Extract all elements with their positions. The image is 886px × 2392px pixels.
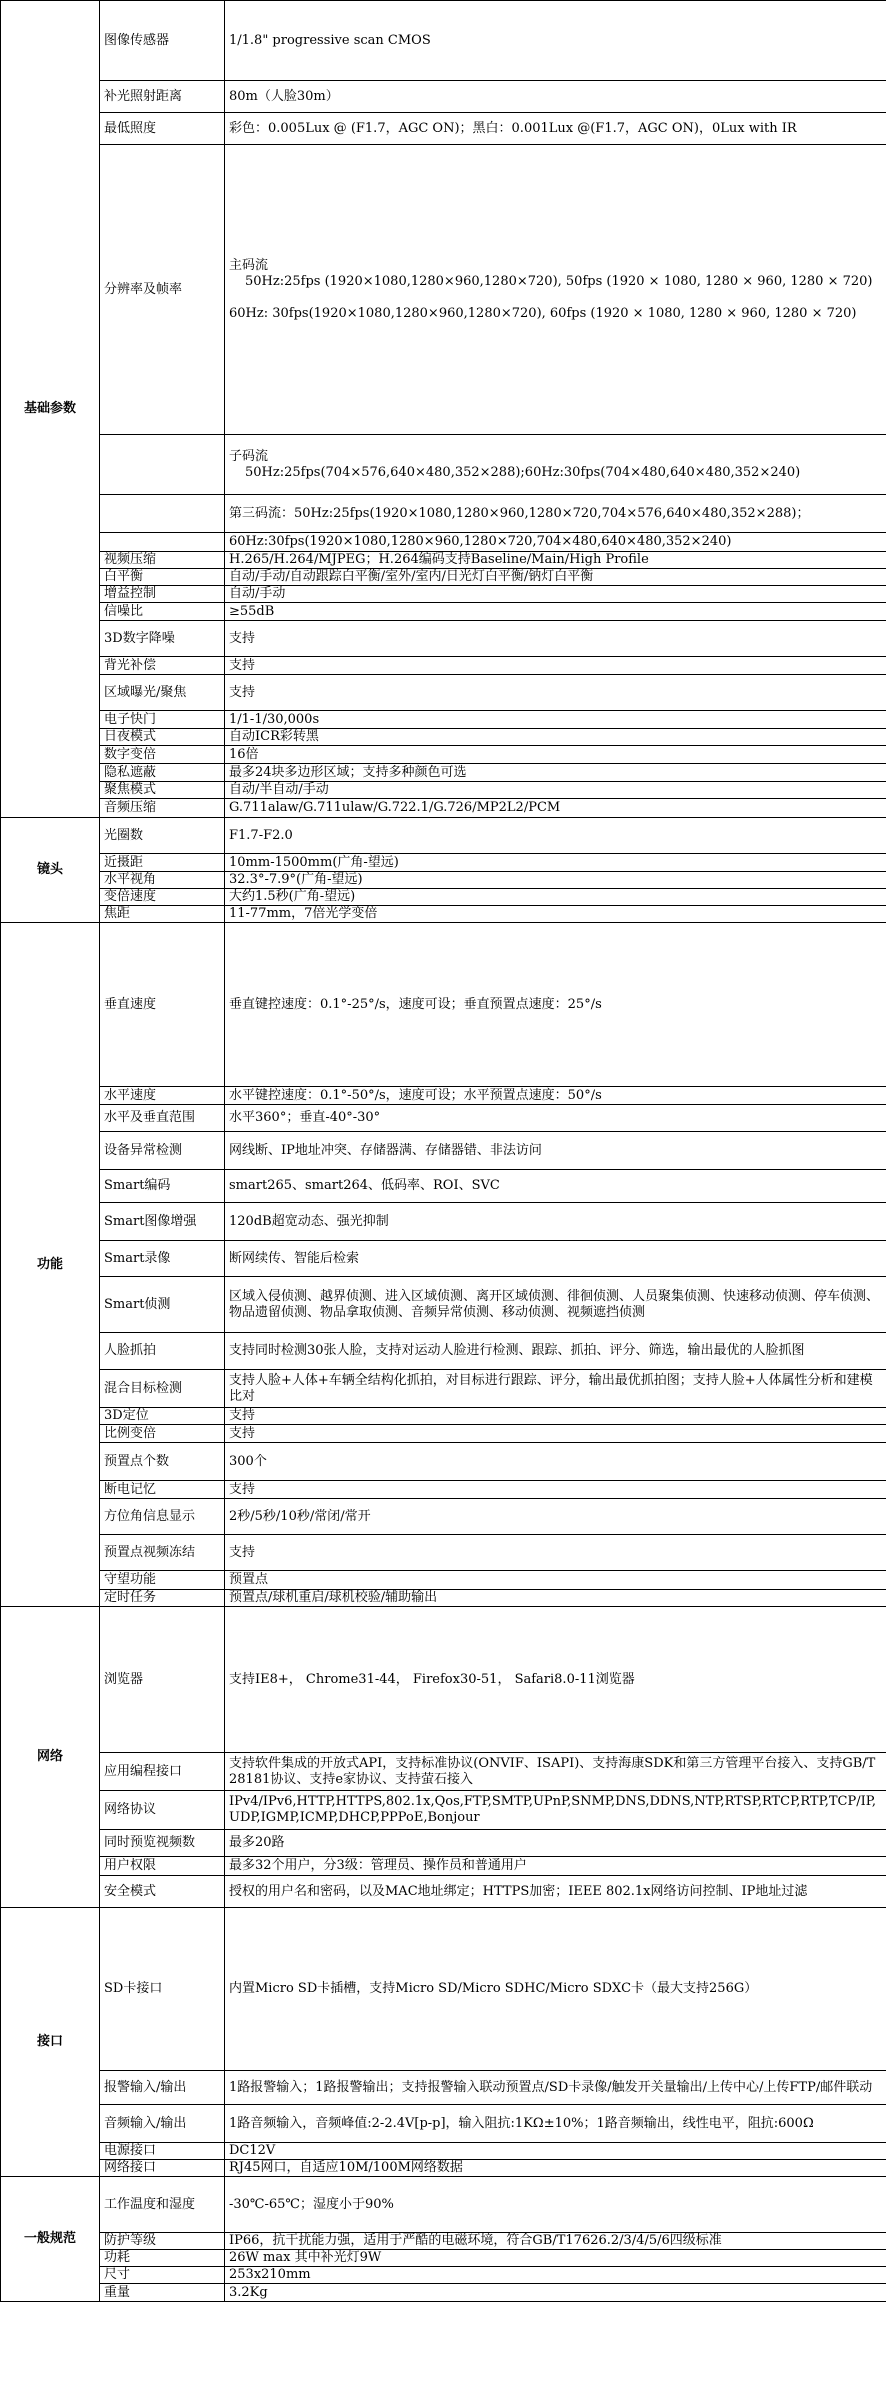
spec-row	[1, 711, 886, 729]
spec-row	[1, 923, 886, 1087]
param-value: 支持软件集成的开放式API，支持标准协议(ONVIF、ISAPI)、支持海康SDK和第三方管理平台接入、支持GB/T28181协议、支持e家协议、支持萤石接入	[225, 1753, 886, 1791]
spec-row	[1, 799, 886, 818]
param-name: 信噪比	[100, 603, 225, 621]
param-name	[100, 495, 225, 533]
param-name: 安全模式	[100, 1876, 225, 1908]
param-name: 定时任务	[100, 1590, 225, 1607]
param-value: RJ45网口，自适应10M/100M网络数据	[225, 2160, 886, 2177]
spec-row	[1, 2267, 886, 2284]
spec-row	[1, 1876, 886, 1908]
spec-row	[1, 2250, 886, 2267]
spec-row	[1, 1590, 886, 1607]
spec-row	[1, 1241, 886, 1277]
param-value: 32.3°-7.9°(广角-望远)	[225, 872, 886, 889]
spec-row	[1, 2160, 886, 2177]
spec-row	[1, 1857, 886, 1876]
param-name: 尺寸	[100, 2267, 225, 2284]
param-name: 增益控制	[100, 586, 225, 603]
param-value: 自动/半自动/手动	[225, 782, 886, 799]
section-category: 基础参数	[1, 1, 100, 818]
param-name: 白平衡	[100, 569, 225, 586]
param-value: 支持	[225, 1535, 886, 1571]
param-name: 工作温度和湿度	[100, 2177, 225, 2233]
param-name: 补光照射距离	[100, 81, 225, 113]
param-value: 1/1.8" progressive scan CMOS	[225, 1, 886, 81]
spec-row	[1, 2105, 886, 2143]
spec-row	[1, 729, 886, 746]
spec-row	[1, 1499, 886, 1535]
param-value: 第三码流：50Hz:25fps(1920×1080,1280×960,1280×720,704×576,640×480,352×288)；	[225, 495, 886, 533]
param-value-line: 50Hz:25fps(704×576,640×480,352×288);60Hz:30fps(704×480,640×480,352×240)	[245, 464, 801, 480]
param-name: 人脸抓拍	[100, 1333, 225, 1370]
spec-row	[1, 1571, 886, 1590]
param-name: 守望功能	[100, 1571, 225, 1590]
spec-row	[1, 818, 886, 854]
param-value: 80m（人脸30m）	[225, 81, 886, 113]
param-value: 26W max 其中补光灯9W	[225, 2250, 886, 2267]
param-name: 电子快门	[100, 711, 225, 729]
spec-row	[1, 586, 886, 603]
spec-row	[1, 906, 886, 923]
param-name: 日夜模式	[100, 729, 225, 746]
param-name: 变倍速度	[100, 889, 225, 906]
param-name: 断电记忆	[100, 1481, 225, 1499]
spec-row	[1, 1277, 886, 1333]
param-name: 重量	[100, 2284, 225, 2302]
param-value: 1/1-1/30,000s	[225, 711, 886, 729]
param-name: 背光补偿	[100, 657, 225, 675]
spec-row	[1, 782, 886, 799]
spec-row	[1, 552, 886, 569]
spec-row	[1, 657, 886, 675]
spec-row	[1, 675, 886, 711]
section-category: 一般规范	[1, 2177, 100, 2302]
param-name: 预置点个数	[100, 1443, 225, 1481]
param-name: 比例变倍	[100, 1425, 225, 1443]
param-value-line: 主码流	[229, 257, 269, 273]
param-value: 断网续传、智能后检索	[225, 1241, 886, 1277]
param-value: DC12V	[225, 2143, 886, 2160]
spec-row	[1, 1908, 886, 2071]
param-value: 支持	[225, 675, 886, 711]
param-value: 区域入侵侦测、越界侦测、进入区域侦测、离开区域侦测、徘徊侦测、人员聚集侦测、快速移动侦测、停车侦测、物品遗留侦测、物品拿取侦测、音频异常侦测、移动侦测、视频遮挡侦测	[225, 1277, 886, 1333]
spec-row	[1, 1830, 886, 1857]
param-value: 垂直键控速度：0.1°-25°/s，速度可设；垂直预置点速度：25°/s	[225, 923, 886, 1087]
param-name: 聚焦模式	[100, 782, 225, 799]
param-name: 功耗	[100, 2250, 225, 2267]
param-name: 图像传感器	[100, 1, 225, 81]
spec-row	[1, 2284, 886, 2302]
spec-row	[1, 2071, 886, 2105]
spec-row	[1, 113, 886, 145]
spec-table-body	[1, 1, 886, 2302]
section-category: 镜头	[1, 818, 100, 923]
param-value: 支持	[225, 621, 886, 657]
param-name: 网络接口	[100, 2160, 225, 2177]
param-value: -30℃-65℃；湿度小于90%	[225, 2177, 886, 2233]
param-name: 音频压缩	[100, 799, 225, 818]
param-name: 混合目标检测	[100, 1370, 225, 1408]
param-name: 音频输入/输出	[100, 2105, 225, 2143]
param-value: 3.2Kg	[225, 2284, 886, 2302]
spec-row	[1, 854, 886, 872]
param-value: 水平360°；垂直-40°-30°	[225, 1105, 886, 1132]
param-value-line: 50Hz:25fps (1920×1080,1280×960,1280×720), 50fps (1920 × 1080, 1280 × 960, 1280 × 720)	[245, 273, 873, 289]
spec-row	[1, 746, 886, 764]
param-value: 支持IE8+， Chrome31-44， Firefox30-51， Safari8.0-11浏览器	[225, 1607, 886, 1753]
param-name: 近摄距	[100, 854, 225, 872]
param-value: 16倍	[225, 746, 886, 764]
param-name: 电源接口	[100, 2143, 225, 2160]
param-value-line: 60Hz: 30fps(1920×1080,1280×960,1280×720), 60fps (1920 × 1080, 1280 × 960, 1280 × 720)	[229, 305, 857, 321]
param-name: 防护等级	[100, 2233, 225, 2250]
spec-row	[1, 569, 886, 586]
param-value: 授权的用户名和密码，以及MAC地址绑定；HTTPS加密；IEEE 802.1x网络访问控制、IP地址过滤	[225, 1876, 886, 1908]
param-name: 方位角信息显示	[100, 1499, 225, 1535]
param-value: 支持	[225, 1408, 886, 1425]
param-value: 内置Micro SD卡插槽，支持Micro SD/Micro SDHC/Micro SDXC卡（最大支持256G）	[225, 1908, 886, 2071]
param-value: smart265、smart264、低码率、ROI、SVC	[225, 1170, 886, 1203]
param-name: 光圈数	[100, 818, 225, 854]
param-value: IPv4/IPv6,HTTP,HTTPS,802.1x,Qos,FTP,SMTP,UPnP,SNMP,DNS,DDNS,NTP,RTSP,RTCP,RTP,TCP/IP,UDP,IGMP,ICMP,DHCP,PPPoE,Bonjour	[225, 1791, 886, 1830]
param-value: 彩色：0.005Lux @ (F1.7，AGC ON)；黑白：0.001Lux @(F1.7，AGC ON)，0Lux with IR	[225, 113, 886, 145]
spec-row	[1, 1408, 886, 1425]
spec-row	[1, 1170, 886, 1203]
param-name: Smart录像	[100, 1241, 225, 1277]
param-name	[100, 533, 225, 552]
spec-row	[1, 1, 886, 81]
spec-row	[1, 145, 886, 435]
param-value: IP66，抗干扰能力强，适用于严酷的电磁环境，符合GB/T17626.2/3/4/5/6四级标准	[225, 2233, 886, 2250]
spec-row	[1, 764, 886, 782]
param-name: 水平及垂直范围	[100, 1105, 225, 1132]
param-value: 预置点/球机重启/球机校验/辅助输出	[225, 1590, 886, 1607]
param-value: 最多32个用户，分3级：管理员、操作员和普通用户	[225, 1857, 886, 1876]
param-name: 最低照度	[100, 113, 225, 145]
param-value: ≥55dB	[225, 603, 886, 621]
param-value	[225, 145, 886, 435]
spec-row	[1, 1425, 886, 1443]
param-value: 支持	[225, 1425, 886, 1443]
spec-row	[1, 495, 886, 533]
spec-row	[1, 1203, 886, 1241]
spec-row	[1, 2233, 886, 2250]
param-name: Smart侦测	[100, 1277, 225, 1333]
param-name: 水平视角	[100, 872, 225, 889]
param-name: 焦距	[100, 906, 225, 923]
param-value: 网线断、IP地址冲突、存储器满、存储器错、非法访问	[225, 1132, 886, 1170]
param-name: 垂直速度	[100, 923, 225, 1087]
param-value: 自动/手动	[225, 586, 886, 603]
spec-row	[1, 1132, 886, 1170]
param-value: G.711alaw/G.711ulaw/G.722.1/G.726/MP2L2/PCM	[225, 799, 886, 818]
param-name: 数字变倍	[100, 746, 225, 764]
spec-row	[1, 2143, 886, 2160]
section-category: 功能	[1, 923, 100, 1607]
param-value: 支持	[225, 1481, 886, 1499]
param-value: 10mm-1500mm(广角-望远)	[225, 854, 886, 872]
param-name: 3D数字降噪	[100, 621, 225, 657]
param-name: 3D定位	[100, 1408, 225, 1425]
param-name: 隐私遮蔽	[100, 764, 225, 782]
param-value: 253x210mm	[225, 2267, 886, 2284]
param-value: 预置点	[225, 1571, 886, 1590]
param-name: 分辨率及帧率	[100, 145, 225, 435]
param-value: 支持人脸+人体+车辆全结构化抓拍，对目标进行跟踪、评分，输出最优抓拍图；支持人脸+人体属性分析和建模比对	[225, 1370, 886, 1408]
param-value: 支持同时检测30张人脸，支持对运动人脸进行检测、跟踪、抓拍、评分、筛选，输出最优的人脸抓图	[225, 1333, 886, 1370]
param-name: 浏览器	[100, 1607, 225, 1753]
param-value: 最多20路	[225, 1830, 886, 1857]
spec-row	[1, 872, 886, 889]
spec-row	[1, 2177, 886, 2233]
spec-row	[1, 1791, 886, 1830]
param-value: 最多24块多边形区域；支持多种颜色可选	[225, 764, 886, 782]
param-name: Smart编码	[100, 1170, 225, 1203]
param-value: 60Hz:30fps(1920×1080,1280×960,1280×720,704×480,640×480,352×240)	[225, 533, 886, 552]
section-category: 接口	[1, 1908, 100, 2177]
param-value: F1.7-F2.0	[225, 818, 886, 854]
spec-row	[1, 1607, 886, 1753]
section-category: 网络	[1, 1607, 100, 1908]
param-value: 2秒/5秒/10秒/常闭/常开	[225, 1499, 886, 1535]
param-value: 大约1.5秒(广角-望远)	[225, 889, 886, 906]
spec-row	[1, 81, 886, 113]
param-name: 区域曝光/聚焦	[100, 675, 225, 711]
spec-row	[1, 889, 886, 906]
spec-row	[1, 1087, 886, 1105]
spec-row	[1, 1333, 886, 1370]
spec-row	[1, 1481, 886, 1499]
param-value: 水平键控速度：0.1°-50°/s，速度可设；水平预置点速度：50°/s	[225, 1087, 886, 1105]
spec-row	[1, 1443, 886, 1481]
param-value-line: 子码流	[229, 448, 269, 464]
param-value: 1路音频输入，音频峰值:2-2.4V[p-p]，输入阻抗:1KΩ±10%；1路音频输出，线性电平，阻抗:600Ω	[225, 2105, 886, 2143]
param-value: H.265/H.264/MJPEG；H.264编码支持Baseline/Main/High Profile	[225, 552, 886, 569]
param-name	[100, 435, 225, 495]
param-name: 网络协议	[100, 1791, 225, 1830]
param-name: 报警输入/输出	[100, 2071, 225, 2105]
param-name: 视频压缩	[100, 552, 225, 569]
spec-row	[1, 1370, 886, 1408]
spec-row	[1, 1105, 886, 1132]
param-name: 应用编程接口	[100, 1753, 225, 1791]
spec-row	[1, 435, 886, 495]
spec-row	[1, 533, 886, 552]
param-value: 120dB超宽动态、强光抑制	[225, 1203, 886, 1241]
param-value	[225, 435, 886, 495]
param-value: 300个	[225, 1443, 886, 1481]
spec-row	[1, 603, 886, 621]
spec-row	[1, 1753, 886, 1791]
param-name: SD卡接口	[100, 1908, 225, 2071]
param-value: 支持	[225, 657, 886, 675]
param-name: 水平速度	[100, 1087, 225, 1105]
spec-row	[1, 621, 886, 657]
spec-row	[1, 1535, 886, 1571]
param-name: 设备异常检测	[100, 1132, 225, 1170]
param-value: 自动/手动/自动跟踪白平衡/室外/室内/日光灯白平衡/钠灯白平衡	[225, 569, 886, 586]
param-name: 用户权限	[100, 1857, 225, 1876]
param-value: 自动ICR彩转黑	[225, 729, 886, 746]
param-name: 预置点视频冻结	[100, 1535, 225, 1571]
param-value: 11-77mm，7倍光学变倍	[225, 906, 886, 923]
param-name: Smart图像增强	[100, 1203, 225, 1241]
param-name: 同时预览视频数	[100, 1830, 225, 1857]
param-value: 1路报警输入；1路报警输出；支持报警输入联动预置点/SD卡录像/触发开关量输出/上传中心/上传FTP/邮件联动	[225, 2071, 886, 2105]
